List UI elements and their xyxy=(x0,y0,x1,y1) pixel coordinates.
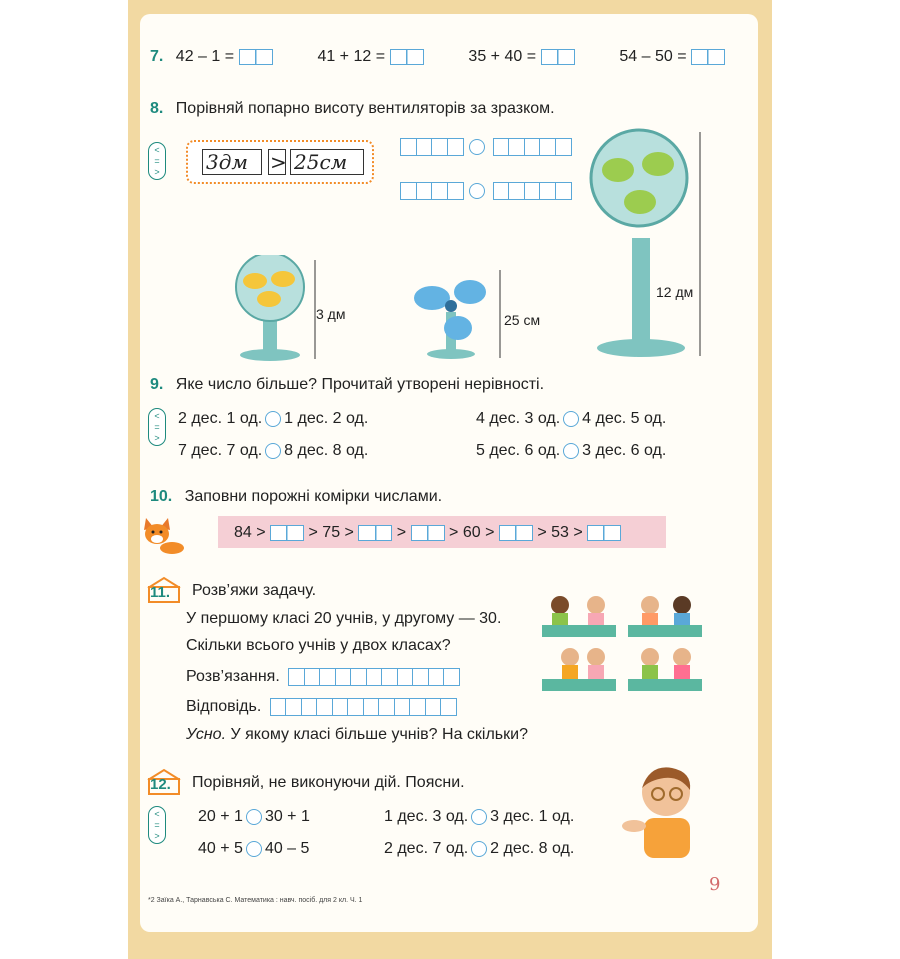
chain-text: 84 > xyxy=(234,524,266,541)
exercise-7 xyxy=(150,48,725,66)
compare-row xyxy=(198,840,309,858)
chain-text: > 53 > xyxy=(537,524,583,541)
solution-cells[interactable] xyxy=(288,668,459,686)
compare-left: 5 дес. 6 од. xyxy=(476,442,561,459)
compare-row xyxy=(198,808,310,826)
expression: 54 – 50 = xyxy=(619,48,687,65)
answer-cells[interactable] xyxy=(493,182,571,200)
page-number: 9 xyxy=(709,874,721,895)
answer-cell[interactable] xyxy=(411,525,445,541)
sample-left: 3дм xyxy=(206,150,248,174)
compare-right: 1 дес. 2 од. xyxy=(284,410,369,427)
exercise-title: Заповни порожні комірки числами. xyxy=(184,488,443,505)
problem-line: У першому класі 20 учнів, у другому — 30. xyxy=(186,610,502,627)
solution-label: Розв’язання. xyxy=(186,668,280,686)
footnote: *2 Заїка А., Тарнавська С. Математика : навч. посіб. для 2 кл. Ч. 1 xyxy=(148,897,363,904)
chain-text: > 75 > xyxy=(308,524,354,541)
homework-house-icon xyxy=(146,768,180,794)
homework-house-icon xyxy=(146,576,180,602)
compare-left: 1 дес. 3 од. xyxy=(384,808,469,825)
exercise-title: Порівняй, не виконуючи дій. Поясни. xyxy=(192,774,465,791)
answer-cells[interactable] xyxy=(270,698,456,716)
oral-text: У якому класі більше учнів? На скільки? xyxy=(230,726,528,743)
medium-fan-illustration xyxy=(410,268,502,360)
sign-circle[interactable] xyxy=(563,443,579,459)
sign-circle[interactable] xyxy=(246,809,262,825)
compare-signs-badge: < = > xyxy=(148,142,166,180)
answer-cell[interactable] xyxy=(541,49,575,65)
answer-cell[interactable] xyxy=(390,49,424,65)
answer-cells[interactable] xyxy=(400,138,462,156)
chain-text: > 60 > xyxy=(449,524,495,541)
compare-right: 3 дес. 6 од. xyxy=(582,442,667,459)
compare-row xyxy=(384,840,574,858)
compare-left: 40 + 5 xyxy=(198,840,243,857)
compare-left: 20 + 1 xyxy=(198,808,243,825)
classroom-illustration xyxy=(540,585,708,715)
expression: 42 – 1 = xyxy=(175,48,235,65)
answer-row xyxy=(186,698,456,716)
compare-right: 2 дес. 8 од. xyxy=(490,840,575,857)
sign-circle[interactable] xyxy=(471,841,487,857)
tall-fan-illustration xyxy=(584,128,704,360)
compare-row xyxy=(384,808,574,826)
sample-right: 25см xyxy=(294,150,348,174)
compare-row xyxy=(400,182,570,200)
answer-cells[interactable] xyxy=(400,182,462,200)
fan-height-label: 3 дм xyxy=(316,306,346,322)
compare-row xyxy=(476,442,666,460)
exercise-number: 7. xyxy=(150,48,164,65)
compare-left: 2 дес. 7 од. xyxy=(384,840,469,857)
fan-height-label: 12 дм xyxy=(656,284,694,300)
compare-right: 4 дес. 5 од. xyxy=(582,410,667,427)
expression: 41 + 12 = xyxy=(317,48,386,65)
oral-label: Усно. xyxy=(186,726,227,743)
exercise-title: Яке число більше? Прочитай утворені нерівності. xyxy=(175,376,545,393)
small-fan-illustration xyxy=(225,255,320,365)
sign-circle[interactable] xyxy=(265,411,281,427)
compare-row xyxy=(178,442,368,460)
exercise-number: 11. xyxy=(150,584,171,601)
compare-signs-badge: < = > xyxy=(148,806,166,844)
sample-box xyxy=(186,140,374,184)
exercise-title: Порівняй попарно висоту вентиляторів за зразком. xyxy=(175,100,555,117)
compare-row xyxy=(476,410,666,428)
compare-right: 3 дес. 1 од. xyxy=(490,808,575,825)
sample-sign: > xyxy=(270,150,287,174)
answer-cell[interactable] xyxy=(691,49,725,65)
exercise-8-heading xyxy=(150,100,555,118)
compare-row xyxy=(400,138,570,156)
sign-circle[interactable] xyxy=(265,443,281,459)
compare-right: 40 – 5 xyxy=(264,840,310,857)
fox-icon xyxy=(138,510,188,554)
exercise-10-heading xyxy=(150,488,442,506)
sign-circle[interactable] xyxy=(469,183,485,199)
oral-question xyxy=(186,726,528,744)
answer-cell[interactable] xyxy=(270,525,304,541)
boy-illustration xyxy=(620,762,704,858)
solution-row xyxy=(186,668,459,686)
answer-cell[interactable] xyxy=(587,525,621,541)
compare-left: 2 дес. 1 од. xyxy=(178,410,263,427)
compare-signs-badge: < = > xyxy=(148,408,166,446)
exercise-number: 8. xyxy=(150,100,164,117)
compare-right: 30 + 1 xyxy=(264,808,310,825)
exercise-9-heading xyxy=(150,376,544,394)
compare-row xyxy=(178,410,368,428)
answer-cell[interactable] xyxy=(358,525,392,541)
answer-cell[interactable] xyxy=(239,49,273,65)
sign-circle[interactable] xyxy=(469,139,485,155)
exercise-title: Розв’яжи задачу. xyxy=(192,582,317,599)
exercise-number: 9. xyxy=(150,376,164,393)
sign-circle[interactable] xyxy=(563,411,579,427)
problem-line: Скільки всього учнів у двох класах? xyxy=(186,637,451,654)
chain-text: > xyxy=(396,524,407,541)
answer-cell[interactable] xyxy=(499,525,533,541)
compare-left: 7 дес. 7 од. xyxy=(178,442,263,459)
exercise-number: 12. xyxy=(150,776,171,793)
sign-circle[interactable] xyxy=(471,809,487,825)
exercise-number: 10. xyxy=(150,488,173,505)
fan-height-label: 25 см xyxy=(504,312,541,328)
compare-right: 8 дес. 8 од. xyxy=(284,442,369,459)
number-chain xyxy=(234,524,621,542)
compare-left: 4 дес. 3 од. xyxy=(476,410,561,427)
answer-cells[interactable] xyxy=(493,138,571,156)
answer-label: Відповідь. xyxy=(186,698,262,716)
sign-circle[interactable] xyxy=(246,841,262,857)
expression: 35 + 40 = xyxy=(468,48,537,65)
